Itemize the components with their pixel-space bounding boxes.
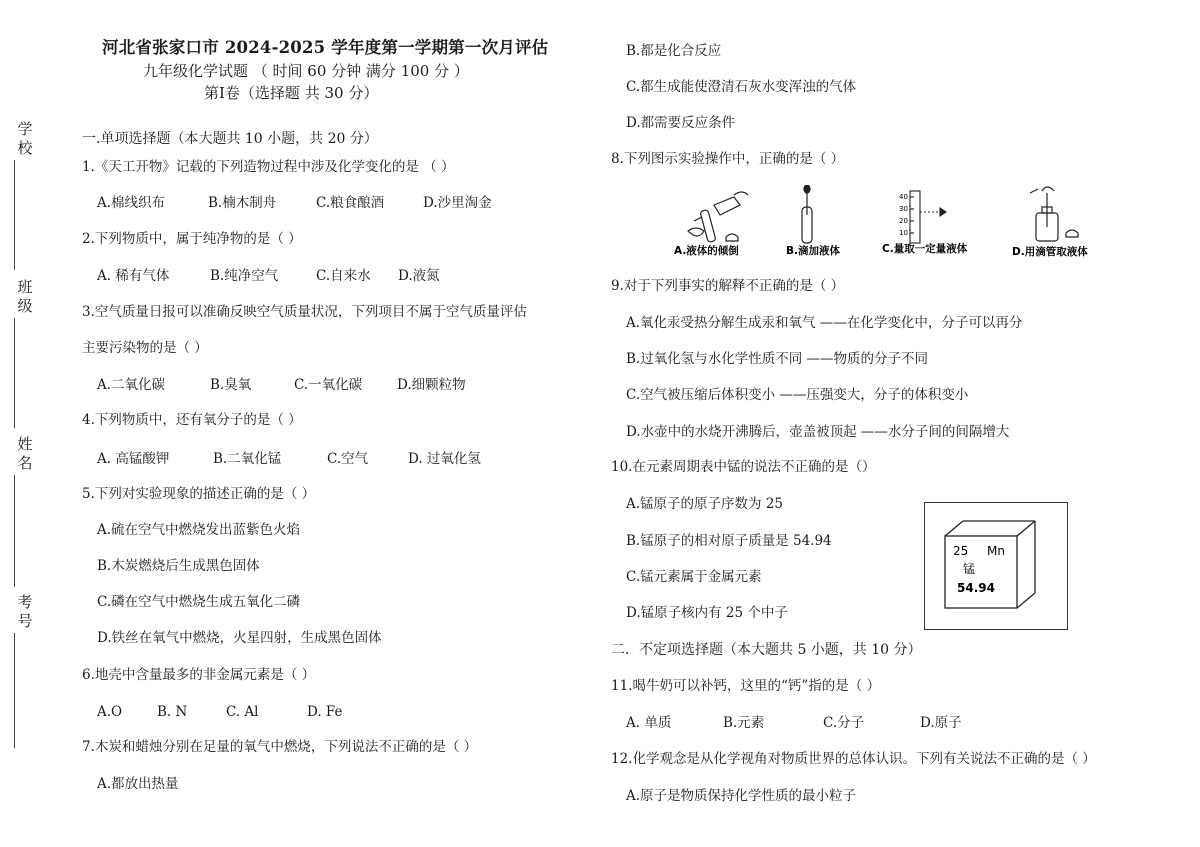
scale-tick: 20 — [899, 217, 908, 225]
option-c: C.粮食酿酒 — [316, 195, 385, 211]
question-text: 9.对于下列事实的解释不正确的是（ ） — [611, 278, 845, 294]
option-a: A.二氧化碳 — [97, 377, 166, 393]
question-text: 11.喝牛奶可以补钙，这里的“钙”指的是（ ） — [611, 678, 881, 694]
option-b: B.臭氧 — [210, 377, 252, 393]
question-text: 5.下列对实验现象的描述正确的是（ ） — [82, 486, 316, 502]
option-d: D.原子 — [920, 715, 962, 731]
option-a: A.锰原子的原子序数为 25 — [626, 496, 784, 512]
element-name: 锰 — [963, 562, 976, 576]
figure-a-pouring — [688, 192, 748, 242]
element-cube-figure — [925, 503, 1067, 629]
option-b: B.都是化合反应 — [626, 43, 722, 59]
exam-number-label: 考 号 — [17, 593, 33, 630]
section-heading: 二．不定项选择题（本大题共 5 小题，共 10 分） — [611, 642, 922, 658]
option-a: A. 稀有气体 — [97, 268, 170, 284]
question-text: 4.下列物质中，还有氧分子的是（ ） — [82, 412, 302, 428]
figure-c-cylinder — [910, 191, 946, 243]
lab-operations-figure — [674, 185, 1104, 263]
option-d: D.水壶中的水烧开沸腾后，壶盖被顶起 ——水分子间的间隔增大 — [626, 424, 1010, 440]
option-d: D.沙里淘金 — [423, 195, 492, 211]
option-a: A.都放出热量 — [97, 776, 179, 792]
name-label: 姓 名 — [17, 435, 33, 472]
scale-tick: 30 — [899, 205, 908, 213]
option-d: D.锰原子核内有 25 个中子 — [626, 605, 788, 621]
question-text: 6.地壳中含量最多的非金属元素是（ ） — [82, 667, 316, 683]
option-c: C.空气 — [327, 451, 369, 467]
class-label: 班 级 — [17, 278, 33, 315]
option-c: C.自来水 — [316, 268, 371, 284]
option-a: A.硫在空气中燃烧发出蓝紫色火焰 — [97, 522, 301, 538]
option-b: B.元素 — [723, 715, 765, 731]
binding-line — [14, 475, 15, 587]
option-d: D.铁丝在氧气中燃烧，火星四射，生成黑色固体 — [97, 630, 382, 646]
question-text: 8.下列图示实验操作中，正确的是（ ） — [611, 151, 845, 167]
option-b: B. N — [157, 704, 188, 720]
figure-a-caption: A.液体的倾倒 — [674, 245, 739, 257]
option-c: C. Al — [226, 704, 259, 720]
question-text-line2: 主要污染物的是（ ） — [82, 340, 208, 356]
question-text: 2.下列物质中，属于纯净物的是（ ） — [82, 231, 302, 247]
figure-b-dropper — [802, 185, 812, 243]
element-symbol: Mn — [987, 544, 1005, 558]
question-text: 3.空气质量日报可以准确反映空气质量状况，下列项目不属于空气质量评估 — [82, 304, 527, 320]
option-c: C.锰元素属于金属元素 — [626, 569, 762, 585]
option-c: C.一氧化碳 — [294, 377, 363, 393]
school-label: 学 校 — [17, 120, 33, 157]
option-b: B.锰原子的相对原子质量是 54.94 — [626, 533, 832, 549]
exam-subtitle: 九年级化学试题 （ 时间 60 分钟 满分 100 分 ） — [143, 62, 469, 80]
binding-line — [14, 318, 15, 428]
option-b: B.纯净空气 — [210, 268, 279, 284]
question-text: 12.化学观念是从化学视角对物质世界的总体认识。下列有关说法不正确的是（ ） — [611, 751, 1096, 767]
option-d: D. 过氧化氢 — [408, 451, 481, 467]
atomic-mass: 54.94 — [957, 581, 995, 595]
volume-title: 第Ⅰ卷（选择题 共 30 分） — [204, 84, 379, 102]
figure-c-caption: C.量取一定量液体 — [882, 243, 968, 255]
scale-tick: 10 — [899, 229, 908, 237]
option-d: D.液氮 — [398, 268, 440, 284]
option-b: B.楠木制舟 — [208, 195, 277, 211]
scale-tick: 40 — [899, 193, 908, 201]
option-b: B.二氧化锰 — [213, 451, 282, 467]
option-a: A. 单质 — [626, 715, 672, 731]
question-text: 7.木炭和蜡烛分别在足量的氧气中燃烧，下列说法不正确的是（ ） — [82, 739, 478, 755]
option-b: B.过氧化氢与水化学性质不同 ——物质的分子不同 — [626, 351, 929, 367]
option-c: C.都生成能使澄清石灰水变浑浊的气体 — [626, 79, 857, 95]
option-a: A.氧化汞受热分解生成汞和氧气 ——在化学变化中，分子可以再分 — [626, 315, 1023, 331]
question-text: 10.在元素周期表中锰的说法不正确的是（） — [611, 459, 876, 475]
atomic-number: 25 — [953, 544, 969, 558]
option-c: C.分子 — [823, 715, 865, 731]
question-text: 1.《天工开物》记载的下列造物过程中涉及化学变化的是 （ ） — [82, 159, 455, 175]
option-d: D. Fe — [307, 704, 343, 720]
exam-title: 河北省张家口市 2024-2025 学年度第一学期第一次月评估 — [102, 38, 549, 57]
figure-d-caption: D.用滴管取液体 — [1012, 246, 1088, 258]
option-b: B.木炭燃烧后生成黑色固体 — [97, 558, 260, 574]
binding-line — [14, 160, 15, 270]
element-figure-frame — [924, 502, 1068, 630]
binding-line — [14, 633, 15, 748]
option-a: A. 高锰酸钾 — [97, 451, 170, 467]
section-heading: 一.单项选择题（本大题共 10 小题，共 20 分） — [82, 131, 378, 147]
option-d: D.都需要反应条件 — [626, 115, 736, 131]
option-a: A.O — [97, 704, 123, 720]
option-a: A.棉线织布 — [97, 195, 166, 211]
option-c: C.磷在空气中燃烧生成五氧化二磷 — [97, 594, 301, 610]
option-d: D.细颗粒物 — [397, 377, 466, 393]
figure-b-caption: B.滴加液体 — [786, 245, 840, 257]
option-a: A.原子是物质保持化学性质的最小粒子 — [626, 788, 857, 804]
option-c: C.空气被压缩后体积变小 ——压强变大，分子的体积变小 — [626, 387, 969, 403]
figure-d-bottle — [1030, 187, 1078, 241]
